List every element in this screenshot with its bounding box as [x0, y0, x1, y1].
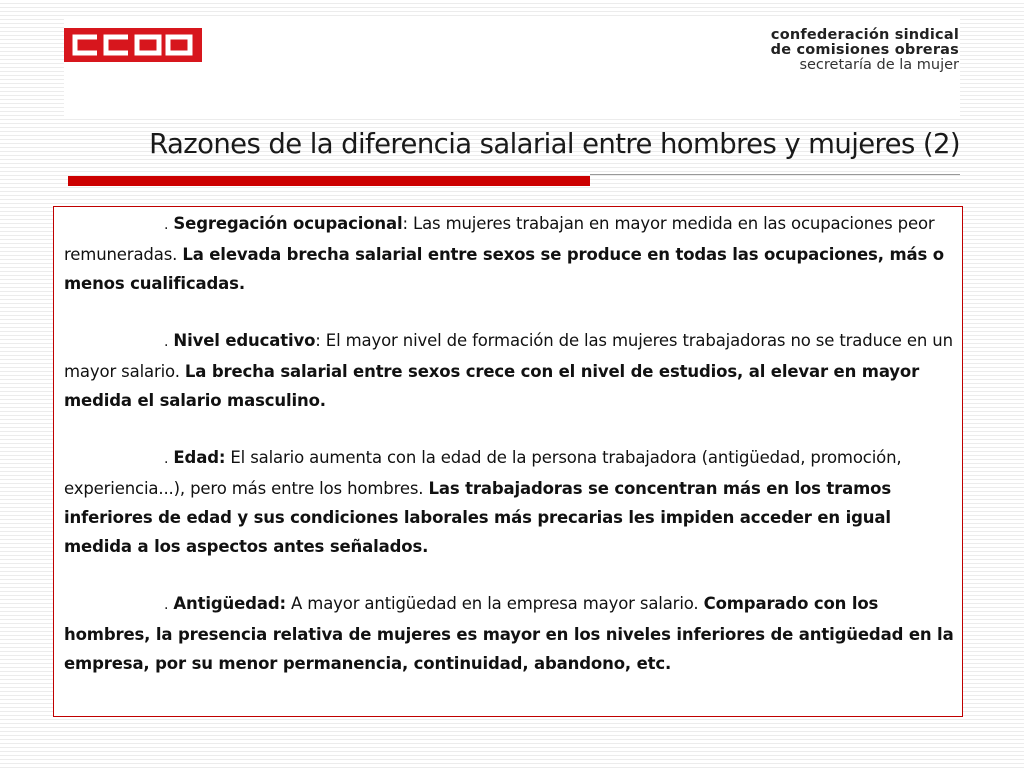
term-suffix: :: [315, 331, 321, 350]
bullet-marker: .: [164, 334, 169, 350]
organization-name: [771, 28, 959, 73]
paragraph-term: Antigüedad:: [173, 594, 286, 613]
paragraph-text: A mayor antigüedad en la empresa mayor salario.: [285, 594, 704, 613]
ccoo-logo: [64, 28, 202, 62]
paragraph-term: Edad:: [173, 448, 226, 467]
bullet-marker: .: [164, 217, 169, 233]
bullet-marker: .: [164, 451, 169, 467]
org-department: secretaría de la mujer: [799, 57, 959, 73]
paragraph-bold-text: La elevada brecha salarial entre sexos se produce en todas las ocupaciones, más o menos cualificadas.: [64, 245, 944, 293]
slide-title: Razones de la diferencia salarial entre hombres y mujeres (2): [149, 128, 960, 160]
paragraph-education-level: [64, 326, 954, 415]
paragraph-term: Nivel educativo: [173, 331, 316, 350]
paragraph-term: Segregación ocupacional: [173, 214, 403, 233]
paragraph-text: El salario aumenta con la edad de la persona trabajadora (antigüedad, promoción, experiencia...), pero más entre los hombres.: [64, 448, 902, 498]
paragraph-text: Las mujeres trabajan en mayor medida en las ocupaciones peor remuneradas.: [64, 214, 935, 264]
paragraph-text: El mayor nivel de formación de las mujeres trabajadoras no se traduce en un mayor salario.: [64, 331, 953, 381]
paragraph-occupational-segregation: [64, 209, 954, 298]
paragraph-seniority: [64, 589, 954, 678]
term-suffix: :: [402, 214, 408, 233]
org-name-line-1: confederación sindical: [770, 27, 959, 43]
paragraph-age: [64, 443, 954, 561]
paragraph-bold-text: Comparado con los hombres, la presencia relativa de mujeres es mayor en los niveles inferiores de antigüedad en la empresa, por su menor permanencia, continuidad, abandono, etc.: [64, 594, 954, 673]
title-underline-thin: [590, 174, 960, 175]
paragraph-bold-text: Las trabajadoras se concentran más en los tramos inferiores de edad y sus condiciones laborales más precarias les impiden acceder en igual medida a los aspectos antes señalados.: [64, 479, 892, 556]
org-name-line-2: de comisiones obreras: [770, 42, 959, 58]
bullet-marker: .: [164, 597, 169, 613]
paragraph-bold-text: La brecha salarial entre sexos crece con el nivel de estudios, al elevar en mayor medida el salario masculino.: [64, 362, 920, 410]
title-underline-red: [68, 176, 590, 186]
content-box: [53, 206, 963, 717]
